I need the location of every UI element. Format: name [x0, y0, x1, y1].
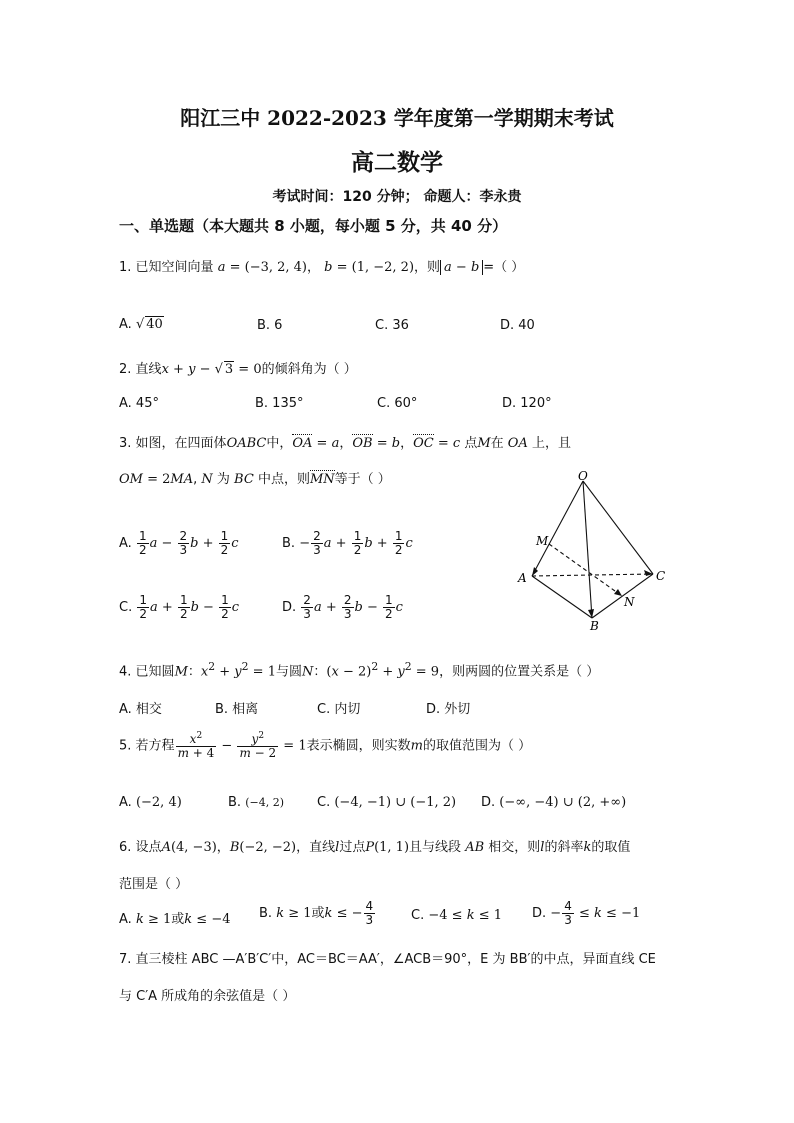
option-value: 40: [146, 317, 163, 332]
question-2: 2. 直线x + y − √ 3 = 0的倾斜角为（ ）: [119, 362, 357, 377]
option-c: C. 内切: [317, 702, 361, 717]
question-number: 6.: [119, 840, 132, 855]
question-5: 5. 若方程 $\frac{x^2}{m + 4}$ − $\frac{y^2}{m - 2}$ = 1表示椭圆，则实数m的取值范围为（ ）: [119, 731, 532, 761]
question-number: 7.: [119, 952, 132, 967]
question-number: 1.: [119, 260, 132, 275]
label-c: C: [656, 569, 666, 583]
option-d: D. (−∞, −4) ∪ (2, +∞): [481, 795, 627, 810]
exam-title: 阳江三中 2022-2023 学年度第一学期期末考试: [180, 106, 614, 130]
question-1: 1. 已知空间向量 a = (−3, 2, 4)， b = (1, −2, 2)，则 a − b =（ ）: [119, 260, 525, 275]
question-6-line2: 范围是（ ）: [119, 877, 189, 892]
option-c: C. 60°: [377, 396, 418, 411]
option-d: D. $\frac{2}{3}$ a + $\frac{2}{3}$ b − $\frac{1}{2}$ c: [282, 593, 403, 622]
question-text: ，则: [414, 260, 441, 275]
option-b: B. (−4, 2): [228, 795, 284, 810]
label-o: O: [578, 469, 588, 483]
math-expression: b: [324, 260, 333, 275]
question-text: 已知空间向量: [135, 260, 214, 275]
question-text: =（ ）: [483, 260, 525, 275]
label-b: B: [590, 619, 599, 633]
option-a: A. √ 40: [119, 317, 163, 332]
option-b: B. k ≥ 1或k ≤ − $\frac{4}{3}$: [259, 899, 374, 928]
question-6: 6. 设点A(4, −3)，B(−2, −2)，直线l过点P(1, 1)且与线段 AB 相交，则l的斜率k的取值: [119, 840, 631, 855]
math-expression: a − b: [440, 260, 483, 275]
option-b: B. 相离: [215, 702, 259, 717]
option-b: B. 135°: [255, 396, 304, 411]
question-7-line2: 与 C′A 所成角的余弦值是（ ）: [119, 989, 296, 1004]
question-number: 2.: [119, 362, 132, 377]
label-m: M: [536, 534, 549, 548]
question-number: 3.: [119, 436, 132, 451]
option-a: A. 相交: [119, 702, 162, 717]
option-c: C. −4 ≤ k ≤ 1: [411, 908, 503, 923]
label-n: N: [624, 595, 635, 609]
question-number: 4.: [119, 664, 132, 680]
edge-ob: [583, 481, 592, 618]
math-expression: x: [161, 362, 169, 377]
tetrahedron-figure: [510, 468, 680, 638]
question-text: 直线: [135, 362, 162, 377]
question-number: 5.: [119, 738, 132, 754]
option-a: A. 45°: [119, 396, 159, 411]
edge-ab: [532, 576, 592, 618]
option-c: C. (−4, −1) ∪ (−1, 2): [317, 795, 457, 810]
arrow-a: [532, 567, 538, 576]
exam-meta: 考试时间：120 分钟； 命题人：李永贵: [272, 189, 522, 205]
segment-mn: [549, 544, 622, 596]
question-7: 7. 直三棱柱 ABC —A′B′C′中，AC＝BC＝AA′，∠ACB＝90°，E 为 BB′的中点，异面直线 CE: [119, 952, 656, 967]
option-c: C. $\frac{1}{2}$ a + $\frac{1}{2}$ b − $\frac{1}{2}$ c: [119, 593, 239, 622]
option-d: D. 外切: [426, 702, 471, 717]
option-d: D. − $\frac{4}{3}$ ≤ k ≤ −1: [532, 899, 641, 928]
exam-subject: 高二数学: [351, 149, 443, 176]
label-a: A: [518, 571, 527, 585]
arrow-n: [614, 589, 622, 596]
option-b: B. − $\frac{2}{3}$ a + $\frac{1}{2}$ b + $\frac{1}{2}$ c: [282, 529, 413, 558]
option-d: D. 120°: [502, 396, 552, 411]
question-3: 3. 如图，在四面体OABC中，OA = a，OB = b，OC = c 点M在 OA 上，且: [119, 436, 571, 451]
question-text: 的倾斜角为（ ）: [261, 362, 357, 377]
math-expression: a: [217, 260, 226, 275]
option-d: D. 40: [500, 318, 535, 333]
option-c: C. 36: [375, 318, 409, 333]
option-b: B. 6: [257, 318, 283, 333]
section-heading: 一、单选题（本大题共 8 小题，每小题 5 分，共 40 分）: [119, 217, 508, 235]
edge-ac: [532, 574, 653, 576]
edge-oc: [583, 481, 653, 574]
question-3-line2: OM = 2MA, N 为 BC 中点，则MN等于（ ）: [119, 472, 391, 487]
edge-oa: [532, 481, 583, 576]
option-a: A. $\frac{1}{2}$ a − $\frac{2}{3}$ b + $\frac{1}{2}$ c: [119, 529, 239, 558]
option-a: A. (−2, 4): [119, 795, 182, 810]
question-4: 4. 已知圆M：$x^2 + y^2 = 1$与圆N：$(x - 2)^2 + y^2 = 9$，则两圆的位置关系是（ ）: [119, 660, 600, 680]
option-a: A. k ≥ 1或k ≤ −4: [119, 912, 231, 927]
